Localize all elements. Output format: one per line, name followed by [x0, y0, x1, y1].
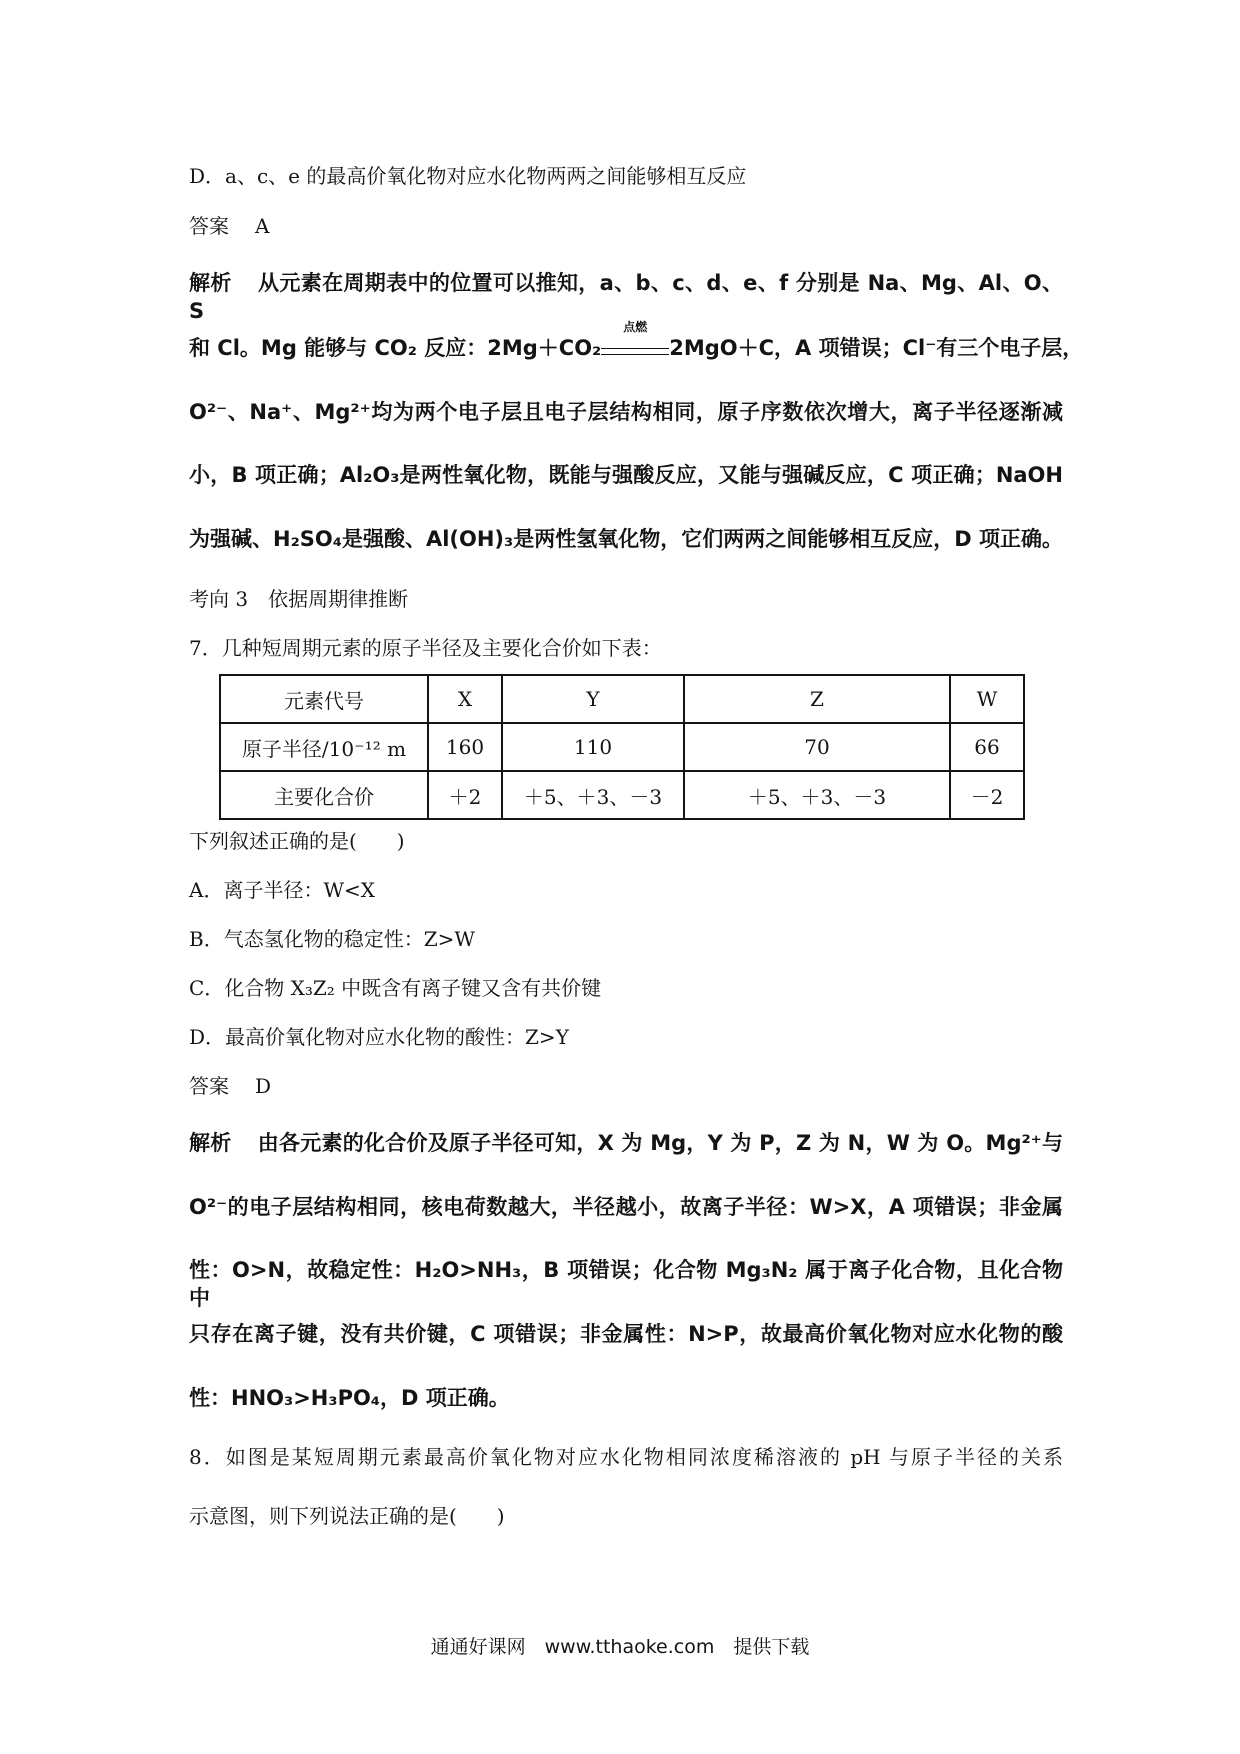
table-cell: X	[428, 675, 502, 723]
table-cell: W	[950, 675, 1024, 723]
q7-analysis-line-1	[189, 1129, 1063, 1157]
q7-answer	[189, 1072, 271, 1100]
section-heading: 考向 3 依据周期律推断	[189, 587, 409, 611]
q7-analysis-line-3: 性：O>N，故稳定性：H₂O>NH₃，B 项错误；化合物 Mg₃N₂ 属于离子化合物，且化合物中	[189, 1258, 1063, 1310]
q6-option-d: D．a、c、e 的最高价氧化物对应水化物两两之间能够相互反应	[189, 164, 747, 188]
analysis-text: 由各元素的化合价及原子半径可知，X 为 Mg，Y 为 P，Z 为 N，W 为 O。Mg²⁺与	[257, 1131, 1064, 1155]
q7-option-a: A．离子半径：W<X	[189, 878, 375, 902]
answer-value: A	[255, 214, 270, 238]
q8-stem-line-2: 示意图，则下列说法正确的是( )	[189, 1504, 505, 1528]
q6-answer	[189, 212, 269, 240]
q6-analysis-line-2	[189, 320, 1084, 362]
page-footer: 通通好课网 www.tthaoke.com 提供下载	[430, 1636, 810, 1658]
analysis-text: 和 Cl。Mg 能够与 CO₂ 反应：2Mg＋CO₂	[189, 336, 602, 360]
table-cell: 元素代号	[220, 675, 428, 723]
reaction-condition-label: 点燃	[623, 320, 648, 334]
table-cell: 70	[684, 723, 950, 771]
analysis-text: 2MgO＋C，A 项错误；Cl⁻有三个电子层，	[669, 336, 1084, 360]
table-cell: 110	[502, 723, 684, 771]
element-data-table	[219, 674, 1025, 820]
reaction-condition-arrow	[601, 320, 669, 355]
table-header-row	[220, 675, 1024, 723]
table-cell: Z	[684, 675, 950, 723]
q7-option-d: D．最高价氧化物对应水化物的酸性：Z>Y	[189, 1025, 569, 1049]
answer-label: 答案	[189, 214, 229, 238]
table-row	[220, 723, 1024, 771]
q7-analysis-line-5: 性：HNO₃>H₃PO₄，D 项正确。	[189, 1386, 510, 1410]
table-cell: 66	[950, 723, 1024, 771]
table-row	[220, 771, 1024, 819]
analysis-label: 解析	[189, 1131, 232, 1155]
analysis-text: 从元素在周期表中的位置可以推知，a、b、c、d、e、f 分别是 Na、Mg、Al、O、S	[189, 271, 1063, 323]
table-cell: 原子半径/10⁻¹² m	[220, 723, 428, 771]
q7-analysis-line-4: 只存在离子键，没有共价键，C 项错误；非金属性：N>P，故最高价氧化物对应水化物的酸	[189, 1322, 1063, 1346]
table-cell: 主要化合价	[220, 771, 428, 819]
q7-stem: 7．几种短周期元素的原子半径及主要化合价如下表：	[189, 636, 662, 660]
q6-analysis-line-3: O²⁻、Na⁺、Mg²⁺均为两个电子层且电子层结构相同，原子序数依次增大，离子半径逐渐减	[189, 400, 1063, 424]
q7-option-b: B．气态氢化物的稳定性：Z>W	[189, 927, 475, 951]
table-cell: ＋5、＋3、－3	[502, 771, 684, 819]
q7-question: 下列叙述正确的是( )	[189, 829, 405, 853]
answer-label: 答案	[189, 1074, 229, 1098]
table-cell: 160	[428, 723, 502, 771]
q7-option-c: C．化合物 X₃Z₂ 中既含有离子键又含有共价键	[189, 976, 602, 1000]
table-cell: －2	[950, 771, 1024, 819]
table-cell: ＋2	[428, 771, 502, 819]
table-cell: Y	[502, 675, 684, 723]
q6-analysis-line-5: 为强碱、H₂SO₄是强酸、Al(OH)₃是两性氢氧化物，它们两两之间能够相互反应，D 项正确。	[189, 527, 1063, 551]
q6-analysis-line-4: 小，B 项正确；Al₂O₃是两性氧化物，既能与强酸反应，又能与强碱反应，C 项正确；NaOH	[189, 463, 1063, 487]
q8-stem-line-1: 8．如图是某短周期元素最高价氧化物对应水化物相同浓度稀溶液的 pH 与原子半径的关系	[189, 1445, 1063, 1469]
answer-value: D	[255, 1074, 272, 1098]
q7-analysis-line-2: O²⁻的电子层结构相同，核电荷数越大，半径越小，故离子半径：W>X，A 项错误；非金属	[189, 1195, 1063, 1219]
q6-analysis-line-1	[189, 269, 1063, 325]
table-cell: ＋5、＋3、－3	[684, 771, 950, 819]
analysis-label: 解析	[189, 271, 232, 295]
